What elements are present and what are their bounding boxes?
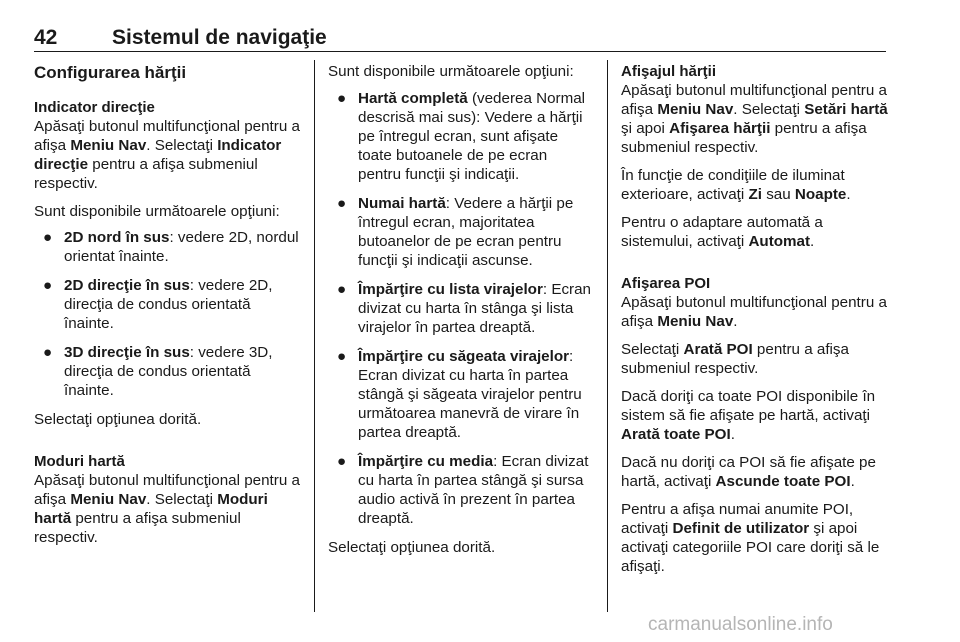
menu-term: Meniu Nav [657, 313, 734, 330]
bullet-icon: ● [337, 195, 347, 212]
paragraph [621, 293, 889, 331]
list-item [328, 452, 594, 528]
option-term: 3D direcţie în sus [64, 344, 190, 361]
page-number: 42 [34, 26, 58, 49]
text: pentru a afişa submeniul respectiv. [621, 120, 867, 156]
option-term: Hartă completă [358, 90, 468, 107]
options-list [328, 89, 594, 528]
text: Pentru a afişa numai anumite POI, activaţi [621, 501, 854, 537]
option-text: : Ecran divizat cu harta în stânga şi lista virajelor în partea dreaptă. [358, 281, 591, 336]
text: Apăsaţi butonul multifuncţional pentru a afişa [621, 294, 887, 330]
paragraph [621, 340, 889, 378]
bullet-icon: ● [337, 281, 347, 298]
menu-term: Meniu Nav [70, 491, 147, 508]
options-list [34, 228, 302, 400]
menu-term: Automat [748, 233, 811, 250]
bullet-icon: ● [43, 344, 53, 361]
option-term: Împărţire cu media [358, 453, 494, 470]
text: pentru a afişa submeniul respectiv. [34, 156, 258, 192]
paragraph [621, 81, 889, 157]
option-text: : Ecran divizat cu harta în partea stângă şi sursa audio activă în prezent în partea dreaptă. [358, 453, 589, 527]
text: Selectaţi [621, 341, 684, 358]
text: . [733, 313, 738, 330]
watermark: carmanualsonline.info [648, 614, 833, 635]
menu-term: Arată POI [683, 341, 753, 358]
menu-term: Arată toate POI [621, 426, 731, 443]
paragraph: Sunt disponibile următoarele opţiuni: [34, 203, 280, 220]
section-title: Configurarea hărţii [34, 63, 187, 82]
subheading-direction-indicator: Indicator direcţie [34, 99, 155, 116]
menu-term: Indicator direcţie [34, 137, 282, 173]
option-term: Numai hartă [358, 195, 446, 212]
menu-term: Definit de utilizator [672, 520, 810, 537]
text: . Selectaţi [146, 491, 218, 508]
menu-term: Noapte [794, 186, 847, 203]
list-item [328, 347, 594, 442]
list-item [34, 228, 302, 266]
paragraph [34, 117, 302, 193]
text: Apăsaţi butonul multifuncţional pentru a afişa [34, 472, 300, 508]
option-text: : vedere 2D, nordul orientat înainte. [64, 229, 299, 265]
paragraph [621, 453, 889, 491]
menu-term: Meniu Nav [70, 137, 147, 154]
list-item [328, 280, 594, 337]
text: . Selectaţi [146, 137, 218, 154]
text: . Selectaţi [733, 101, 805, 118]
column-1 [34, 62, 302, 556]
option-text: : Ecran divizat cu harta în partea stângă şi săgeata virajelor pentru următoarea manevră de virare în partea dreaptă. [358, 348, 582, 441]
text: Dacă nu doriţi ca POI să fie afişate pe hartă, activaţi [621, 454, 876, 490]
text: Pentru o adaptare automată a sistemului, activaţi [621, 214, 823, 250]
option-text: (vederea Normal descrisă mai sus): Vedere a hărţii pe întregul ecran, sunt afişate toate butoanele de pe ecran pentru funcţii şi indicaţii. [358, 90, 586, 183]
paragraph [621, 166, 889, 204]
text: pentru a afişa submeniul respectiv. [621, 341, 849, 377]
column-divider-1 [314, 60, 315, 612]
menu-term: Ascunde toate POI [715, 473, 851, 490]
menu-term: Meniu Nav [657, 101, 734, 118]
text: Apăsaţi butonul multifuncţional pentru a afişa [34, 118, 300, 154]
paragraph [621, 500, 889, 576]
page-header [34, 26, 886, 52]
text: Apăsaţi butonul multifuncţional pentru a afişa [621, 82, 887, 118]
option-term: Împărţire cu lista virajelor [358, 281, 543, 298]
text: şi apoi activaţi categoriile POI care doriţi să le afişaţi. [621, 520, 880, 575]
subheading-map-modes: Moduri hartă [34, 453, 125, 470]
menu-term: Moduri hartă [34, 491, 268, 527]
bullet-icon: ● [43, 229, 53, 246]
column-divider-2 [607, 60, 608, 612]
text: şi apoi [621, 120, 670, 137]
bullet-icon: ● [337, 348, 347, 365]
paragraph [34, 471, 302, 547]
text: În funcţie de condiţiile de iluminat exterioare, activaţi [621, 167, 845, 203]
text: pentru a afişa submeniul respectiv. [34, 510, 241, 546]
header-rule [34, 51, 886, 52]
option-text: : vedere 2D, direcţia de condus orientată înainte. [64, 277, 273, 332]
list-item [328, 89, 594, 184]
text: sau [761, 186, 795, 203]
option-term: Împărţire cu săgeata virajelor [358, 348, 570, 365]
text: . [730, 426, 735, 443]
text: . [846, 186, 851, 203]
paragraph: Selectaţi opţiunea dorită. [34, 411, 202, 428]
text: . [810, 233, 815, 250]
chapter-title: Sistemul de navigaţie [112, 26, 327, 49]
bullet-icon: ● [337, 453, 347, 470]
option-term: 2D direcţie în sus [64, 277, 190, 294]
paragraph: Selectaţi opţiunea dorită. [328, 539, 496, 556]
list-item [34, 276, 302, 333]
option-text: : Vedere a hărţii pe întregul ecran, majoritatea butoanelor de pe ecran pentru funcţii şi indicaţii ascunse. [358, 195, 574, 269]
paragraph [621, 387, 889, 444]
subheading-poi-display: Afişarea POI [621, 275, 711, 292]
text: . [850, 473, 855, 490]
menu-term: Afişarea hărţii [669, 120, 771, 137]
paragraph [621, 213, 889, 251]
list-item [34, 343, 302, 400]
column-2 [328, 62, 594, 566]
bullet-icon: ● [337, 90, 347, 107]
text: Dacă doriţi ca toate POI disponibile în sistem să fie afişate pe hartă, activaţi [621, 388, 876, 424]
bullet-icon: ● [43, 277, 53, 294]
option-text: : vedere 3D, direcţia de condus orientată înainte. [64, 344, 273, 399]
column-3 [621, 62, 889, 585]
subheading-map-display: Afişajul hărţii [621, 63, 717, 80]
list-item [328, 194, 594, 270]
paragraph: Sunt disponibile următoarele opţiuni: [328, 63, 574, 80]
menu-term: Zi [748, 186, 762, 203]
option-term: 2D nord în sus [64, 229, 170, 246]
menu-term: Setări hartă [804, 101, 888, 118]
